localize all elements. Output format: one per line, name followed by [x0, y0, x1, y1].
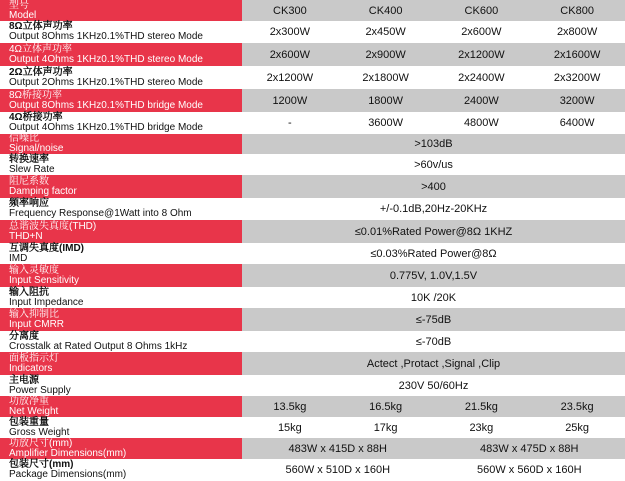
value-cell: CK800 — [560, 4, 594, 17]
row-values — [242, 89, 625, 112]
spec-row — [0, 331, 625, 352]
row-values — [242, 352, 625, 375]
value-cell: 483W x 415D x 88H — [288, 442, 387, 455]
value-cell: >60v/us — [414, 158, 453, 171]
value-cell: 2x3200W — [553, 71, 601, 84]
value-cell: CK600 — [464, 4, 499, 17]
label-chinese: 主电源 — [9, 374, 39, 386]
row-values — [242, 21, 625, 43]
row-label — [0, 459, 242, 481]
spec-row — [0, 352, 625, 375]
label-english: Power Supply — [9, 384, 71, 396]
value-cell: 230V 50/60Hz — [398, 379, 469, 392]
label-chinese: 8Ω立体声功率 — [9, 21, 73, 32]
value-cell: - — [288, 117, 292, 129]
value-cell: 483W x 475D x 88H — [480, 442, 579, 455]
value-cell: 23kg — [469, 421, 494, 434]
label-english: Output 4Ohms 1KHz0.1%THD stereo Mode — [9, 53, 203, 65]
value-cell: 2x1200W — [458, 48, 505, 61]
label-english: IMD — [9, 252, 28, 264]
value-cell: ≤-70dB — [415, 335, 452, 348]
row-label — [0, 154, 242, 175]
row-values — [242, 112, 625, 134]
label-english: Output 8Ohms 1KHz0.1%THD stereo Mode — [9, 31, 203, 42]
row-values — [242, 417, 625, 438]
row-label — [0, 375, 242, 396]
value-cell: 2x1200W — [266, 71, 314, 84]
label-chinese: 互调失真度(IMD) — [9, 242, 84, 254]
value-cell: 2x450W — [365, 26, 406, 38]
label-chinese: 分离度 — [9, 330, 39, 342]
value-cell: 2x800W — [556, 26, 598, 38]
row-values — [242, 0, 625, 21]
spec-row — [0, 459, 625, 481]
value-cell: 16.5kg — [369, 400, 403, 413]
value-cell: 15kg — [277, 421, 302, 434]
row-values — [242, 459, 625, 481]
row-label — [0, 331, 242, 352]
label-english: Input CMRR — [9, 318, 65, 330]
label-chinese: 输入抑制比 — [9, 308, 59, 320]
spec-row — [0, 0, 625, 21]
row-label — [0, 112, 242, 134]
spec-row — [0, 112, 625, 134]
row-label — [0, 89, 242, 112]
spec-row — [0, 438, 625, 459]
label-english: Input Sensitivity — [9, 274, 80, 286]
label-chinese: 输入阻抗 — [9, 286, 49, 298]
row-values — [242, 331, 625, 352]
row-values — [242, 134, 625, 154]
value-cell: 2x600W — [269, 48, 311, 61]
value-cell: 2400W — [463, 94, 499, 107]
value-cell: 25kg — [565, 421, 590, 434]
row-values — [242, 43, 625, 66]
row-values — [242, 154, 625, 175]
value-cell: +/-0.1dB,20Hz-20KHz — [379, 203, 488, 215]
row-values — [242, 264, 625, 287]
value-cell: 1200W — [272, 94, 308, 107]
value-cell: 23.5kg — [560, 400, 594, 413]
value-cell: CK300 — [273, 4, 307, 17]
row-values — [242, 175, 625, 198]
label-chinese: 型号 — [9, 0, 29, 11]
spec-row — [0, 243, 625, 264]
row-label — [0, 417, 242, 438]
value-cell: 3200W — [559, 94, 595, 107]
row-label — [0, 175, 242, 198]
row-label — [0, 308, 242, 331]
label-chinese: 包装尺寸(mm) — [9, 459, 74, 470]
row-label — [0, 264, 242, 287]
label-english: Net Weight — [9, 405, 59, 417]
row-label — [0, 220, 242, 243]
label-chinese: 功放尺寸(mm) — [9, 437, 73, 449]
row-label — [0, 352, 242, 375]
label-chinese: 阻尼系数 — [9, 175, 49, 187]
label-chinese: 功放净重 — [9, 395, 49, 407]
value-cell: 560W x 510D x 160H — [285, 464, 391, 476]
spec-row — [0, 308, 625, 331]
spec-row — [0, 43, 625, 66]
value-cell: 3600W — [368, 117, 404, 129]
value-cell: ≤-75dB — [415, 313, 452, 326]
label-chinese: 总谐波失真度(THD) — [9, 220, 97, 232]
row-values — [242, 287, 625, 308]
row-label — [0, 0, 242, 21]
value-cell: 2x1800W — [362, 71, 409, 84]
label-english: Output 8Ohms 1KHz0.1%THD bridge Mode — [9, 99, 203, 111]
spec-row — [0, 396, 625, 417]
label-chinese: 4Ω立体声功率 — [9, 43, 73, 55]
row-values — [242, 438, 625, 459]
value-cell: ≤0.01%Rated Power@8Ω 1KHZ — [354, 225, 513, 238]
value-cell: >103dB — [414, 138, 453, 150]
label-english: Signal/noise — [9, 143, 64, 154]
label-english: Indicators — [9, 362, 53, 374]
value-cell: 1800W — [368, 94, 404, 107]
row-values — [242, 396, 625, 417]
label-chinese: 4Ω桥接功率 — [9, 112, 63, 123]
spec-row — [0, 287, 625, 308]
value-cell: Actect ,Protact ,Signal ,Clip — [366, 357, 501, 370]
label-chinese: 包装重量 — [9, 416, 49, 428]
row-label — [0, 21, 242, 43]
row-label — [0, 66, 242, 89]
value-cell: 13.5kg — [273, 400, 307, 413]
label-english: Output 2Ohms 1KHz0.1%THD stereo Mode — [9, 76, 203, 88]
spec-row — [0, 264, 625, 287]
value-cell: 21.5kg — [464, 400, 498, 413]
value-cell: 0.775V, 1.0V,1.5V — [389, 269, 478, 282]
value-cell: 10K /20K — [410, 291, 457, 304]
label-english: Frequency Response@1Watt into 8 Ohm — [9, 208, 192, 219]
label-english: Package Dimensions(mm) — [9, 469, 127, 480]
row-label — [0, 438, 242, 459]
label-english: Damping factor — [9, 185, 77, 197]
row-label — [0, 243, 242, 264]
spec-row — [0, 89, 625, 112]
label-chinese: 信噪比 — [9, 133, 39, 144]
row-values — [242, 66, 625, 89]
value-cell: 2x1600W — [553, 48, 601, 61]
label-chinese: 转换速率 — [9, 153, 49, 165]
spec-row — [0, 66, 625, 89]
value-cell: 2x600W — [461, 26, 502, 38]
row-label — [0, 43, 242, 66]
label-english: Gross Weight — [9, 426, 70, 438]
label-chinese: 输入灵敏度 — [9, 264, 59, 276]
row-values — [242, 375, 625, 396]
label-english: Crosstalk at Rated Output 8 Ohms 1kHz — [9, 340, 188, 352]
label-english: Slew Rate — [9, 163, 55, 175]
spec-row — [0, 175, 625, 198]
spec-row — [0, 220, 625, 243]
row-label — [0, 396, 242, 417]
spec-row — [0, 198, 625, 220]
spec-row — [0, 134, 625, 154]
spec-row — [0, 21, 625, 43]
row-values — [242, 198, 625, 220]
value-cell: 2x2400W — [458, 71, 505, 84]
spec-row — [0, 417, 625, 438]
value-cell: CK400 — [368, 4, 403, 17]
label-english: Model — [9, 9, 37, 21]
label-chinese: 面板指示灯 — [9, 352, 59, 364]
value-cell: >400 — [421, 180, 446, 193]
label-chinese: 频率响应 — [9, 198, 49, 209]
spec-row — [0, 154, 625, 175]
row-label — [0, 198, 242, 220]
value-cell: 17kg — [373, 421, 398, 434]
row-label — [0, 287, 242, 308]
row-values — [242, 220, 625, 243]
row-values — [242, 308, 625, 331]
label-english: THD+N — [9, 230, 43, 242]
value-cell: 2x900W — [365, 48, 406, 61]
value-cell: ≤0.03%Rated Power@8Ω — [370, 247, 497, 260]
spec-row — [0, 375, 625, 396]
label-chinese: 8Ω桥接功率 — [9, 89, 63, 101]
value-cell: 4800W — [463, 117, 499, 129]
row-label — [0, 134, 242, 154]
label-english: Input Impedance — [9, 296, 84, 308]
label-english: Output 4Ohms 1KHz0.1%THD bridge Mode — [9, 122, 203, 133]
row-values — [242, 243, 625, 264]
label-chinese: 2Ω立体声功率 — [9, 66, 73, 78]
value-cell: 2x300W — [269, 26, 311, 38]
label-english: Amplifier Dimensions(mm) — [9, 447, 127, 459]
value-cell: 560W x 560D x 160H — [476, 464, 582, 476]
value-cell: 6400W — [559, 117, 595, 129]
